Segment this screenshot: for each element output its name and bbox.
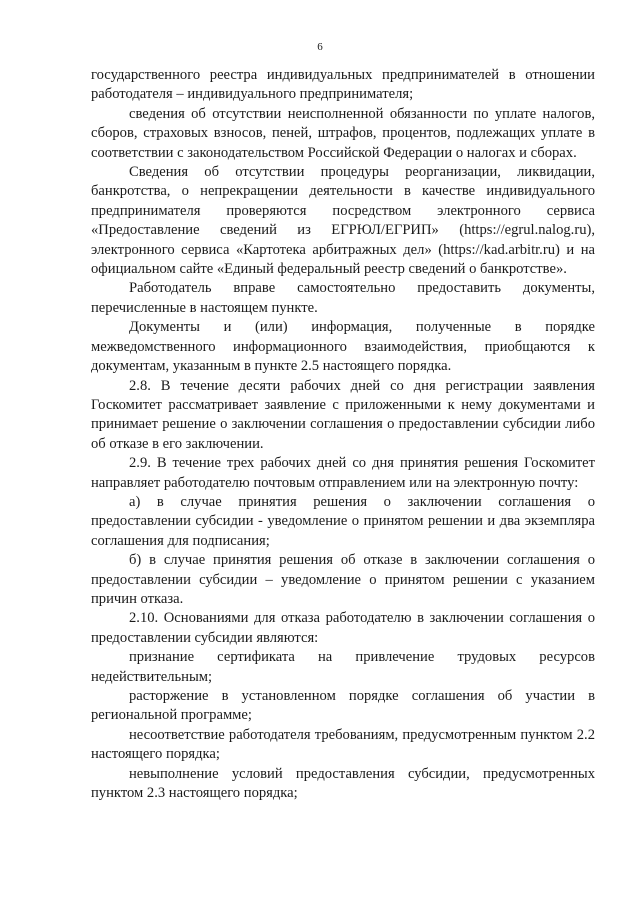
paragraph-bankruptcy-check: Сведения об отсутствии процедуры реорганизации, ликвидации, банкротства, о непрекращении деятельности в качестве индивидуального предпринимателя проверяются посредством электронного сервиса «Предоставление сведений из ЕГРЮЛ/ЕГРИП» (https://egrul.nalog.ru), электронного сервиса «Картотека арбитражных дел» (https://kad.arbitr.ru) и на официальном сайте «Единый федеральный реестр сведений о банкротстве». bbox=[91, 164, 595, 278]
paragraph-2-8: 2.8. В течение десяти рабочих дней со дня регистрации заявления Госкомитет рассматривает заявление с приложенными к нему документами и принимает решение о заключении соглашения о предоставлении субсидии либо об отказе в его заключении. bbox=[91, 377, 595, 452]
paragraph-2-9: 2.9. В течение трех рабочих дней со дня принятия решения Госкомитет направляет работодателю почтовым отправлением или на электронную почту: bbox=[91, 455, 595, 491]
paragraph-interagency-docs: Документы и (или) информация, полученные в порядке межведомственного информационного взаимодействия, приобщаются к документам, указанным в пункте 2.5 настоящего порядка. bbox=[91, 319, 595, 375]
paragraph-tax-debt-info: сведения об отсутствии неисполненной обязанности по уплате налогов, сборов, страховых взносов, пеней, штрафов, процентов, подлежащих уплате в соответствии с законодательством Российской Федерации о налогах и сборах. bbox=[91, 105, 595, 161]
page-number: 6 bbox=[317, 41, 323, 53]
paragraph-2-10: 2.10. Основаниями для отказа работодателю в заключении соглашения о предоставлении субсидии являются: bbox=[91, 610, 595, 646]
paragraph-2-9-b: б) в случае принятия решения об отказе в заключении соглашения о предоставлении субсидии – уведомление о принятом решении с указанием причин отказа. bbox=[91, 552, 595, 607]
paragraph-2-9-a: а) в случае принятия решения о заключении соглашения о предоставлении субсидии - уведомление о принятом решении и два экземпляра соглашения для подписания; bbox=[91, 493, 595, 549]
paragraph-egrip-continuation: государственного реестра индивидуальных предпринимателей в отношении работодателя – индивидуального предпринимателя; bbox=[91, 67, 595, 103]
paragraph-refusal-noncompliance: несоответствие работодателя требованиям, предусмотренным пунктом 2.2 настоящего порядка; bbox=[91, 726, 595, 763]
document-body bbox=[91, 66, 595, 803]
paragraph-employer-right: Работодатель вправе самостоятельно предоставить документы, перечисленные в настоящем пункте. bbox=[91, 280, 595, 316]
paragraph-refusal-termination: расторжение в установленном порядке соглашения об участии в региональной программе; bbox=[91, 688, 595, 724]
paragraph-refusal-certificate: признание сертификата на привлечение трудовых ресурсов недействительным; bbox=[91, 649, 595, 685]
paragraph-refusal-conditions: невыполнение условий предоставления субсидии, предусмотренных пунктом 2.3 настоящего порядка; bbox=[91, 765, 595, 802]
